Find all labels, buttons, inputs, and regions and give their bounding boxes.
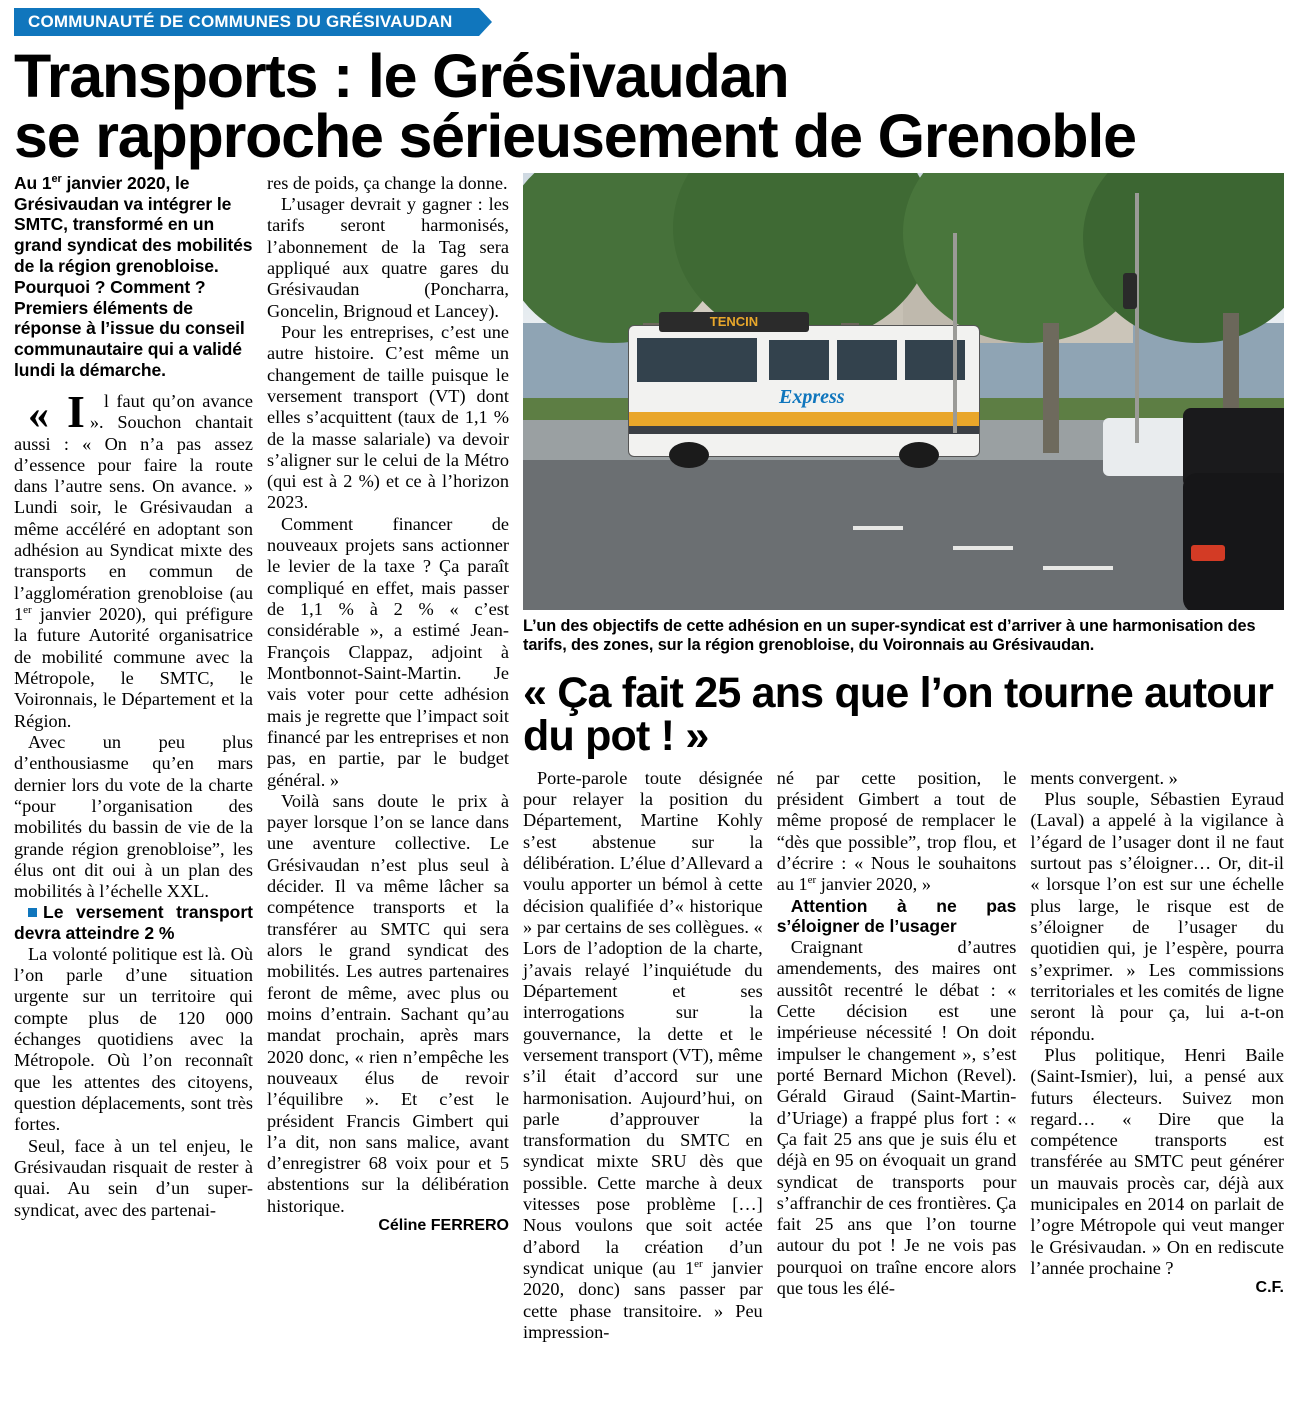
photo-traffic-light: [1123, 273, 1137, 309]
photo-bus-wheel: [669, 442, 709, 468]
column-5-body: [1030, 768, 1284, 1298]
photo-pole: [953, 233, 957, 433]
paragraph: Plus souple, Sébastien Eyraud (Laval) a appelé à la vigilance à l’égard de l’usager dont il ne faut surtout pas s’éloigner… Or, dit-il « lorsque l’on est sur une échelle plus large, le risque est de s’éloigner de l’usager du quotidien qui, je l’espère, pourra s’exprimer. » Les commissions territoriales et les comités de ligne seront là pour ça, lui a-t-on répondu.: [1030, 789, 1284, 1044]
column-2: [267, 173, 523, 1344]
paragraph: L’usager devrait y gagner : les tarifs seront harmonisés, l’abonnement de la Tag sera appliqué aux quatre gares du Grésivaudan (Poncharra, Goncelin, Brignoud et Lancey).: [267, 194, 509, 321]
column-4-body: [777, 768, 1017, 1300]
byline-initials: C.F.: [1255, 1279, 1284, 1297]
photo-bus: [628, 313, 980, 457]
photo-lane-marking: [1043, 566, 1113, 570]
paragraph: [14, 385, 253, 732]
paragraph: Porte-parole toute désignée pour relayer la position du Département, Martine Kohly s’est abstenue sur la délibération. L’élue d’Allevard a voulu apporter un bémol à cette décision qualifiée d’« historique » par certains de ses collègues. « Lors de l’adoption de la charte, j’avais relayé l’inquiétude du Département et ses interrogations sur la gouvernance, la dette et le versement transport (VT), même s’il était d’accord sur une harmonisation. Aujourd’hui, on parle d’approuver la transformation du SMTC en syndicat mixte SRU dès que possible. Cette marche à deux vitesses pose problème […] Nous voulons que soit actée d’abord la création d’un syndicat unique (au 1er janvier 2020, donc) sans passer par cette phase transitoire. » Peu impression-: [523, 767, 763, 1343]
photo-bus-windscreen: [637, 338, 757, 382]
rubric-label: COMMUNAUTÉ DE COMMUNES DU GRÉSIVAUDAN: [14, 8, 479, 36]
photo-tree-trunk: [1043, 323, 1059, 453]
subheading-usager: Attention à ne pas s’éloigner de l’usager: [776, 895, 1017, 937]
subheading-versement: [14, 902, 253, 943]
bottom-section: [523, 768, 1284, 1344]
photo-bus-window: [769, 340, 829, 380]
paragraph: Plus politique, Henri Baile (Saint-Ismier), lui, a pensé aux futurs électeurs. Suivez mon regard… « Dire que la compétence transports est transférée au SMTC peut générer un mauvais procès car, déjà aux municipales en 2014 on parlait de l’ogre Métropole qui veut manger le Grésivaudan. » On en rediscute l’année prochaine ?: [1030, 1044, 1284, 1279]
drop-cap: I: [67, 385, 85, 437]
column-4: [777, 768, 1031, 1344]
paragraph: Voilà sans doute le prix à payer lorsque l’on se lance dans une aventure collective. Le Grésivaudan n’est plus seul à décider. Il va même lâcher sa compétence transports et la transférer au SMTC qui sera alors le grand syndicat des mobilités. Les autres partenaires feront de même, avec plus ou moins d’entrain. Sachant qu’au mandat prochain, après mars 2020 donc, « rien n’empêche les nouveaux élus de revoir l’équilibre ». Et c’est le président Francis Gimbert qui l’a dit, non sans malice, avant d’enregistrer 68 voix pour et 5 abstentions sur la délibération historique.: [267, 790, 509, 1216]
column-5: [1030, 768, 1284, 1344]
paragraph: ments convergent. »: [1030, 767, 1178, 788]
photo-bus-window: [837, 340, 897, 380]
top-section: [14, 173, 1292, 1344]
column-3: [523, 768, 777, 1344]
open-quote-mark: «: [28, 391, 49, 438]
column-2-body: [267, 173, 509, 1236]
standfirst-text: Au 1er janvier 2020, le Grésivaudan va intégrer le SMTC, transformé en un grand syndicat des mobilités de la région grenobloise. Pourquoi ? Comment ? Premiers éléments de réponse à l’issue du conseil communautaire qui a validé lundi la démarche.: [14, 172, 253, 381]
column-3-body: [523, 768, 763, 1344]
page-title: [14, 42, 1292, 171]
subheading-text: Le versement transport devra atteindre 2 %: [14, 902, 253, 944]
photo-bus-stripe: [629, 412, 979, 426]
photo-lane-marking: [953, 546, 1013, 550]
newspaper-page: [0, 8, 1306, 1417]
paragraph: Seul, face à un tel enjeu, le Grésivaudan risquait de rester à quai. Au sein d’un super-syndicat, avec des partenai-: [14, 1135, 253, 1220]
column-1: [14, 173, 267, 1344]
photo-caption: L’un des objectifs de cette adhésion en un super-syndicat est d’arriver à une harmonisation des tarifs, des zones, sur la région grenobloise, du Voironnais au Grésivaudan.: [523, 616, 1256, 655]
photo-tree-trunk: [1223, 313, 1239, 423]
photo-taillight: [1191, 545, 1225, 561]
photo-pole: [1135, 193, 1139, 443]
paragraph-text: l faut qu’on avance ». Souchon chantait aussi : « On n’a pas assez d’essence pour faire la route dans l’autre sens. On avance. » Lundi soir, le Grésivaudan a même accéléré en adoptant son adhésion au Syndicat mixte des transports en commun de l’agglomération grenobloise (au 1er janvier 2020), qui préfigure la future Autorité organisatrice de mobilité commune avec la Métropole, le SMTC, le Voironnais, le Département et la Région.: [14, 390, 253, 731]
bullet-square-icon: [28, 908, 37, 917]
paragraph: res de poids, ça change la donne.: [267, 172, 508, 193]
paragraph: né par cette position, le président Gimbert a tout de même proposé de remplacer le “dès que possible”, trop flou, et d’écrire : « Nous le souhaitons au 1er janvier 2020, »: [776, 767, 1017, 895]
photo-white-car: [1103, 418, 1193, 476]
headline-line-1: Transports : le Grésivaudan: [14, 42, 789, 110]
photo-foreground-car: [1183, 473, 1284, 610]
photo-bus-wheel: [899, 442, 939, 468]
standfirst: [14, 173, 253, 381]
photo-bus-brand: Express: [779, 385, 845, 408]
paragraph: Pour les entreprises, c’est une autre histoire. C’est même un changement de taille puisque le versement transport (VT) dont elles s’acquittent (taux de 1,1 % de la masse salariale) va devoir s’aligner sur le celui de la Métro (qui est à 2 %) et ce à l’horizon 2023.: [267, 321, 509, 513]
paragraph: Comment financer de nouveaux projets sans actionner le levier de la taxe ? Ça paraît compliqué en effet, mais passer de 1,1 % à 2 % « c’est considérable », a estimé Jean-François Clappaz, adjoint à Montbonnot-Saint-Martin. Je vais voter pour cette adhésion mais je regrette que l’impact soit financé par les entreprises et non pas, en partie, par le budget général. »: [267, 513, 509, 790]
photo-bus-stripe: [629, 426, 979, 434]
photo-column: [523, 173, 1284, 1344]
paragraph: Craignant d’autres amendements, des maires ont aussitôt recentré le débat : « Cette décision est une impérieuse nécessité ! On doit impulser le changement », s’est porté Bernard Michon (Revel). Gérald Giraud (Saint-Martin-d’Uriage) a frappé plus fort : « Ça fait 25 ans que je suis élu et déjà en 95 on évoquait un grand syndicat de transports pour s’affranchir de ces frontières. Ça fait 25 ans que l’on tourne autour du pot ! Je ne vois pas pourquoi on traîne encore alors que tous les élé-: [776, 937, 1017, 1299]
paragraph: La volonté politique est là. Où l’on parle d’une situation urgente sur un territoire qui compte plus de 120 000 échanges quotidiens avec la Métropole. Où l’on reconnaît que les attentes des citoyens, question déplacements, sont très fortes.: [14, 943, 253, 1135]
photo-lane-marking: [853, 526, 903, 530]
article-photo: [523, 173, 1284, 610]
paragraph: Avec un peu plus d’enthousiasme qu’en mars dernier lors du vote de la charte “pour l’organisation des mobilités du bassin de vie de la grande région grenobloise”, les élus ont dit oui à un plan des mobilités à l’échelle XXL.: [14, 731, 253, 902]
headline-line-2: se rapproche sérieusement de Grenoble: [14, 102, 1136, 171]
secondary-headline: « Ça fait 25 ans que l’on tourne autour du pot ! »: [523, 668, 1274, 760]
rubric-bar: [14, 8, 1292, 36]
byline: Céline FERRERO: [378, 1217, 509, 1235]
photo-bus-destination: TENCIN: [659, 312, 809, 332]
column-1-body: [14, 385, 253, 1221]
